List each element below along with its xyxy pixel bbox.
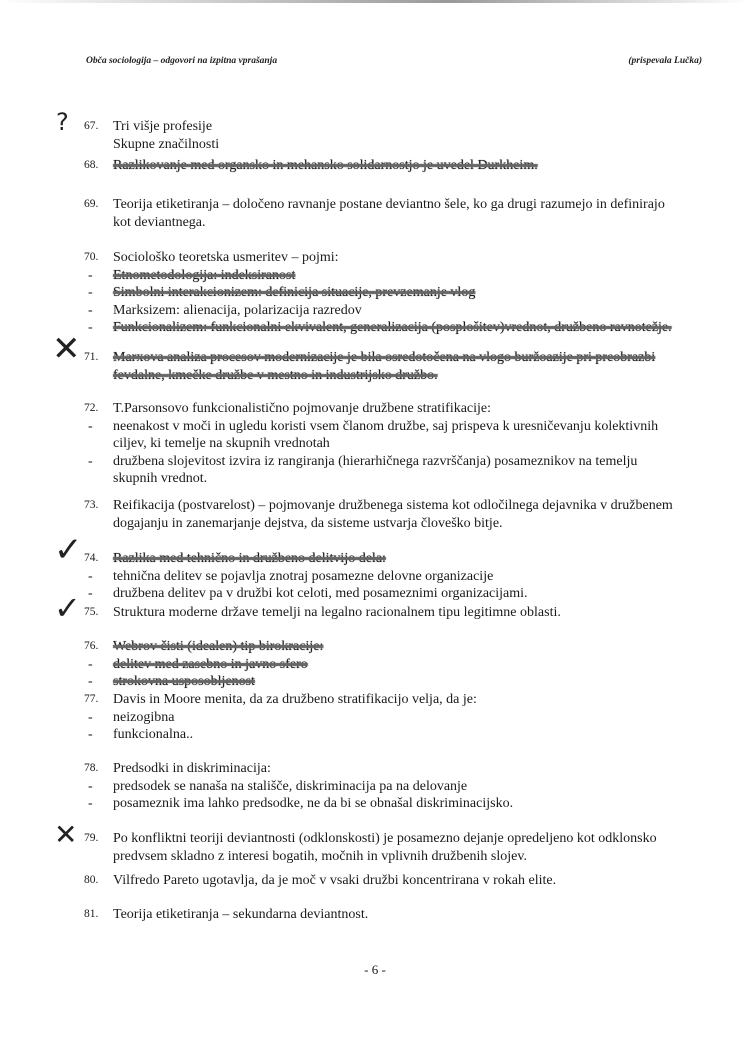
line-text: Reifikacija (postvarelost) – pojmovanje družbenega sistema kot odločilnega dejavnika v družbenem [113,498,673,513]
bullet-dash: - [88,453,93,469]
line-text: Marksizem: alienacija, polarizacija razredov [113,302,362,318]
bullet-dash: - [88,727,93,742]
line-text: Teorija etiketiranja – določeno ravnanje postane deviantno šele, ko ga drugi razumejo in definirajo [113,197,665,212]
line-text: funkcionalna.. [113,727,194,742]
question-number: 79. [84,832,99,844]
header-author: (prispevala Lučka) [628,56,702,66]
bullet-dash: - [88,586,93,601]
text-line [84,830,724,848]
text-line [84,267,724,285]
text-line [84,848,724,866]
text-line [84,638,724,656]
question-78 [84,760,724,813]
question-number: 81. [84,908,99,920]
line-text: Po konfliktni teoriji deviantnosti (odklonskosti) je posamezno dejanje opredeljeno kot odklonsko [113,831,657,846]
question-number: 71. [84,351,99,363]
text-line [84,302,724,320]
text-line [84,497,724,515]
line-text: Tri višje profesije [113,119,213,134]
header-title: Obča sociologija – odgovori na izpitna vprašanja [86,56,278,66]
question-71 [52,329,724,384]
line-text: posameznik ima lahko predsodke, ne da bi se obnašal diskriminacijsko. [113,796,514,811]
line-text: Davis in Moore menita, da za družbeno stratifikacijo velja, da je: [113,692,477,707]
question-68 [84,157,724,175]
text-line [84,568,724,586]
text-line [84,400,724,418]
text-line [84,515,724,533]
text-line [84,470,724,488]
question-81 [84,906,724,924]
line-text: T.Parsonsovo funkcionalistično pojmovanje družbene stratifikacije: [113,401,492,416]
cross-mark-icon: ✕ [54,818,78,851]
bullet-dash: - [88,267,93,283]
text-line [84,136,724,154]
struck-text: Simbolni interakcionizem: definicija situacije, prevzemanje vlog [113,285,476,300]
text-line [84,604,724,622]
text-line [84,726,724,744]
line-text: Struktura moderne države temelji na legalno racionalnem tipu legitimne oblasti. [113,605,561,620]
bullet-dash: - [88,674,93,689]
question-number: 77. [84,693,99,705]
struck-text: Etnometodologija: indeksiranost [113,267,296,283]
bullet-dash: - [88,568,93,584]
line-text: skupnih vrednot. [113,471,208,486]
bullet-dash: - [88,656,93,672]
struck-text: Razlikovanje med organsko in mehansko solidarnostjo je uvedel Durkheim. [113,158,538,173]
line-text: Predsodki in diskriminacija: [113,761,271,776]
question-number: 75. [84,606,99,618]
text-line [84,673,724,691]
text-line [84,418,724,436]
bullet-dash: - [88,418,93,434]
checkmark-icon: ✓ [54,530,83,570]
bullet-dash: - [88,302,93,318]
question-79 [54,818,724,865]
question-number: 68. [84,159,99,171]
question-number: 70. [84,251,99,263]
text-line [84,760,724,778]
bullet-dash: - [88,320,93,335]
text-line [84,453,724,471]
question-number: 67. [84,120,99,132]
page-number: - 6 - [364,962,386,977]
line-text: družbena delitev pa v družbi kot celoti, med posameznimi organizacijami. [113,586,528,601]
question-number: 78. [84,762,99,774]
question-number: 76. [84,640,99,652]
struck-text: Marxova analiza procesov modernizacije je bila osredotočena na vlogo buržoazije pri preobrazbi [113,350,656,365]
text-line [84,550,724,568]
question-80 [84,872,724,890]
text-line [84,349,724,367]
text-line [84,214,724,232]
struck-text: Razlika med tehnično in družbeno delitvijo dela: [113,551,386,566]
bullet-dash: - [88,285,93,300]
question-number: 73. [84,499,99,511]
scan-edge [0,0,750,3]
struck-text: delitev med zasebno in javno sfero [113,656,308,672]
text-line [84,795,724,813]
struck-text: Funkcionalizem: funkcionalni ekvivalent, generalizacija (posplošitev)vrednot, družbeno ravnotežje. [113,320,672,335]
question-67 [56,108,724,153]
cross-mark-icon: ✕ [52,329,81,369]
line-text: neenakost v moči in ugledu koristi vsem članom družbe, saj prispeva k uresničevanju kolektivnih [113,418,659,434]
question-number: 72. [84,402,99,414]
line-text: dogajanju in zanemarjanje dejstva, da sisteme ustvarja človeško bitje. [113,515,503,531]
question-76 [84,638,724,691]
text-line [84,778,724,796]
text-line [84,319,724,337]
line-text: ciljev, ki temelje na skupnih vrednotah [113,436,330,451]
line-text: Sociološko teoretska usmeritev – pojmi: [113,250,339,265]
question-69 [84,196,724,231]
line-text: Teorija etiketiranja – sekundarna deviantnost. [113,907,369,922]
question-number: 69. [84,198,99,210]
line-text: neizogibna [113,709,175,725]
checkmark-icon: ✓ [54,589,81,627]
struck-text: Webrov čisti (idealen) tip birokracije: [113,639,324,654]
question-72 [84,400,724,488]
struck-text: strokovna usposobljenost [113,674,255,689]
line-text: Vilfredo Pareto ugotavlja, da je moč v vsaki družbi koncentrirana v rokah elite. [113,873,557,888]
question-77 [84,691,724,744]
question-number: 80. [84,874,99,886]
question-74 [54,530,724,603]
text-line [84,367,724,385]
struck-text: fevdalne, kmečke družbe v mestno in industrijsko družbo. [113,367,438,383]
bullet-dash: - [88,778,93,794]
text-line [84,691,724,709]
text-line [84,118,724,136]
text-line [84,585,724,603]
text-line [84,872,724,890]
line-text: predsodek se nanaša na stališče, diskriminacija pa na delovanje [113,778,468,794]
text-line [84,656,724,674]
question-73 [84,497,724,532]
line-text: predvsem skladno z interesi bogatih, močnih in vplivnih družbenih slojev. [113,848,527,864]
text-line [84,284,724,302]
line-text: družbena slojevitost izvira iz rangiranja (hierarhičnega razvrščanja) posameznikov na temelju [113,453,638,469]
text-line [84,709,724,727]
text-line [84,906,724,924]
text-line [84,249,724,267]
text-line [84,157,724,175]
bullet-dash: - [88,709,93,725]
bullet-dash: - [88,796,93,811]
question-70 [84,249,724,337]
line-text: tehnična delitev se pojavlja znotraj posamezne delovne organizacije [113,568,494,584]
text-line [84,196,724,214]
text-line [84,435,724,453]
line-text: kot deviantnega. [113,214,206,230]
line-text: Skupne značilnosti [113,136,220,152]
question-mark-icon: ? [56,108,69,136]
question-number: 74. [84,552,99,564]
